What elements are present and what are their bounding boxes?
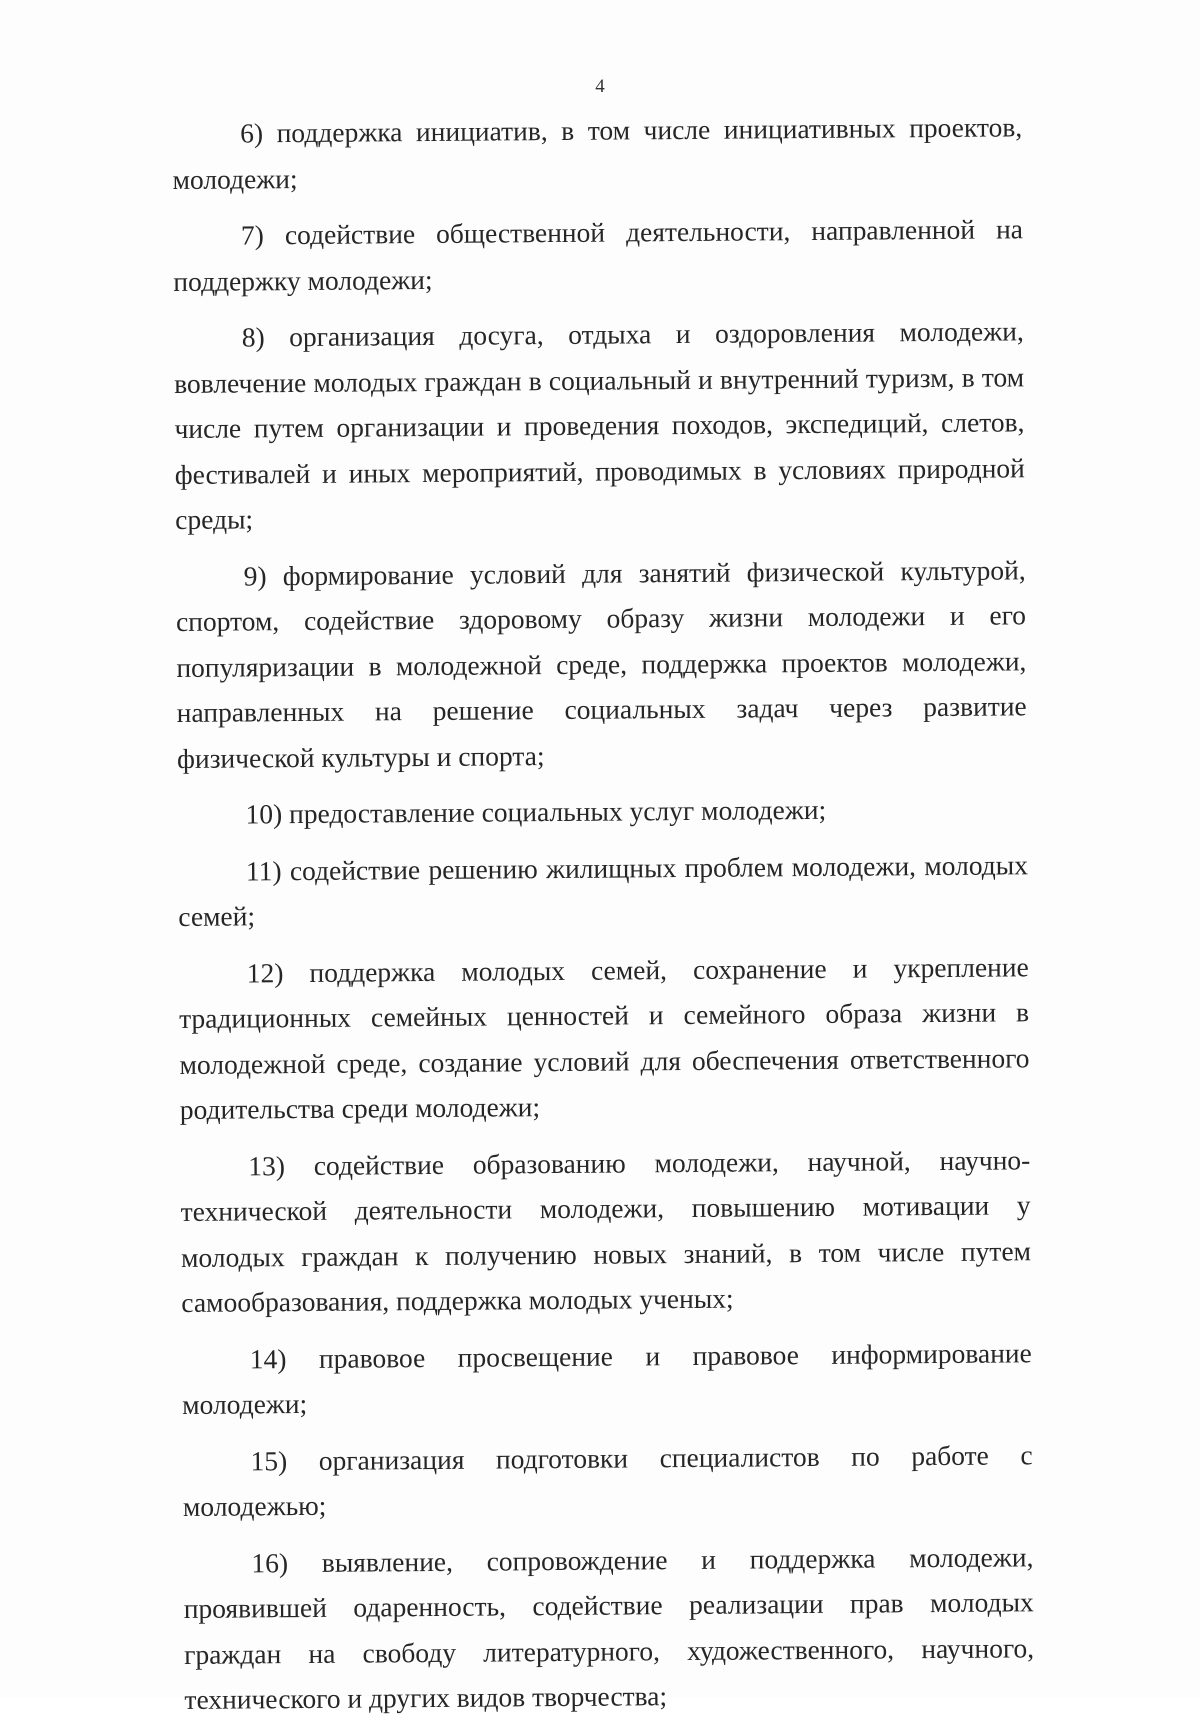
list-item-14: 14) правовое просвещение и правовое информирование молодежи; [182,1336,1032,1420]
list-item-16: 16) выявление, сопровождение и поддержка молодежи, проявившей одаренность, содействие реализации прав молодых граждан на свободу литературного, художественного, научного, технического и других видов творчества; [183,1540,1035,1715]
list-item-8: 8) организация досуга, отдыха и оздоровления молодежи, вовлечение молодых граждан в социальный и внутренний туризм, в том числе путем организации и проведения походов, экспедиций, слетов, фестивалей и иных мероприятий, проводимых в условиях природной среды; [174,315,1025,535]
list-item-13: 13) содействие образованию молодежи, научной, научно-технической деятельности молодежи, повышению мотивации у молодых граждан к получению новых знаний, в том числе путем самообразования, поддержка молодых ученых; [180,1143,1032,1318]
list-item-6: 6) поддержка инициатив, в том числе инициативных проектов, молодежи; [172,111,1023,195]
list-item-12: 12) поддержка молодых семей, сохранение и укрепление традиционных семейных ценностей и семейного образа жизни в молодежной среде, создание условий для обеспечения ответственного родительства среди молодежи; [179,950,1030,1125]
list-item-15: 15) организация подготовки специалистов по работе с молодежью; [182,1438,1033,1522]
list-item-9: 9) формирование условий для занятий физической культурой, спортом, содействие здоровому образу жизни молодежи и его популяризации в молодежной среде, поддержка проектов молодежи, направленных на решение социальных задач через развитие физической культуры и спорта; [175,553,1027,774]
list-item-11: 11) содействие решению жилищных проблем молодежи, молодых семей; [178,848,1029,932]
list-item-10: 10) предоставление социальных услуг молодежи; [245,793,827,830]
document-body [172,104,1035,1722]
page-number: 4 [595,76,605,97]
list-item-7: 7) содействие общественной деятельности, направленной на поддержку молодежи; [173,213,1024,297]
